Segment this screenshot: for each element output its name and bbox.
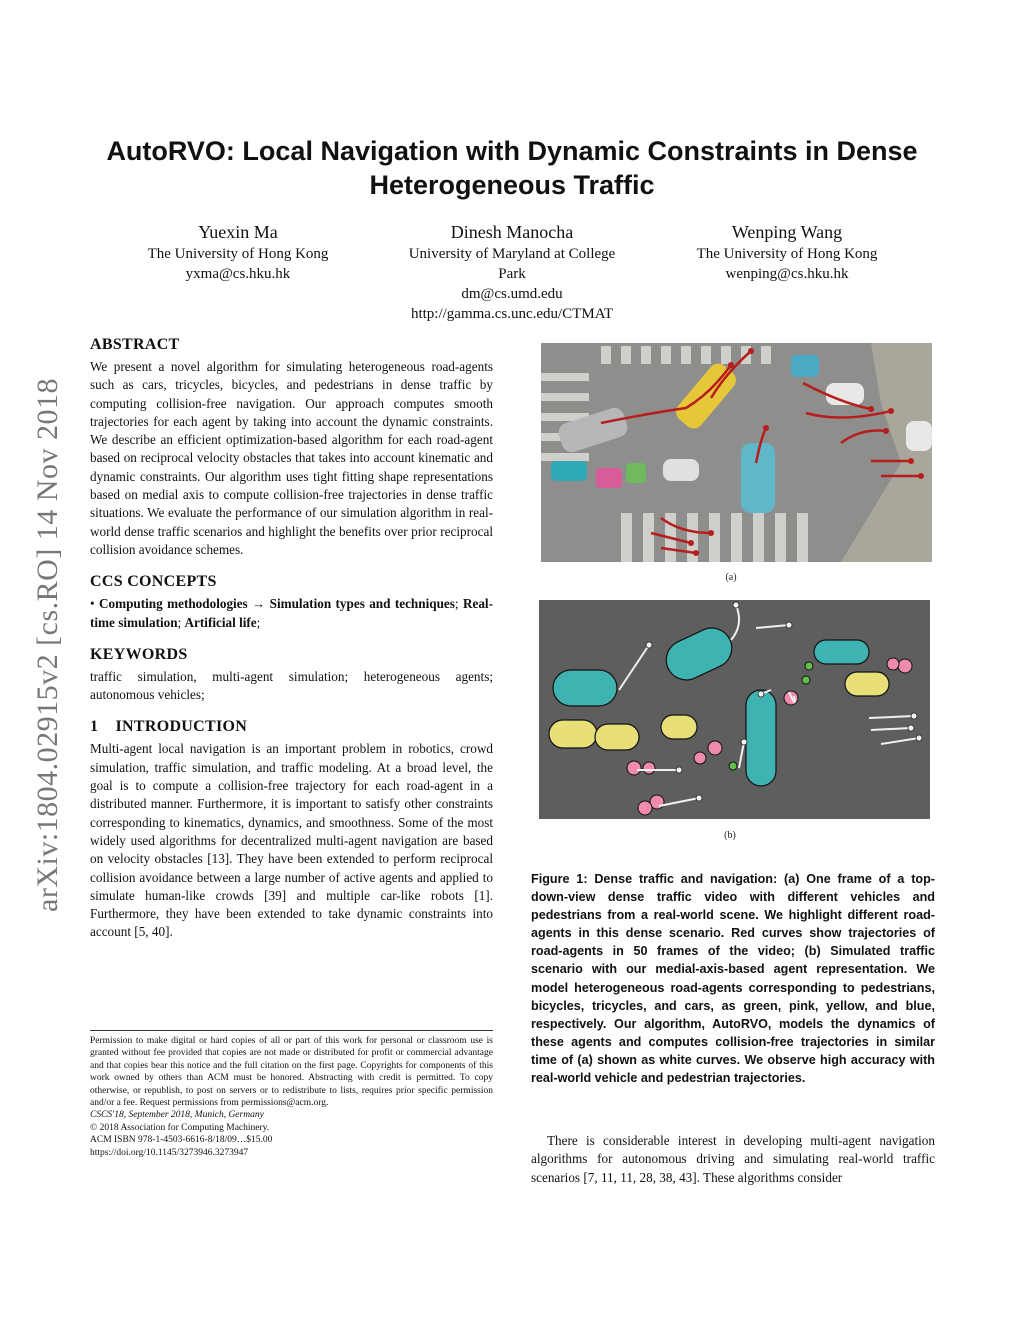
permission-block [90,1030,493,1159]
author-url[interactable]: http://gamma.cs.unc.edu/CTMAT [410,306,614,322]
keywords-heading: KEYWORDS [90,645,188,663]
pink-tricycle [596,468,622,488]
doi-link[interactable]: https://doi.org/10.1145/3273946.3273947 [90,1147,249,1158]
author-affiliation: The University of Hong Kong [696,246,878,262]
author-email[interactable]: wenping@cs.hku.hk [725,266,849,282]
ccs-heading: CCS CONCEPTS [90,573,217,591]
author-email[interactable]: yxma@cs.hku.hk [185,266,291,282]
keywords-text: traffic simulation, multi-agent simulation; heterogeneous agents; autonomous vehicles; [90,668,493,703]
author-affiliation-2: Park [498,266,526,282]
left-column [90,336,493,942]
author-name: Dinesh Manocha [450,222,574,242]
author-affiliation: University of Maryland at College [408,246,616,262]
permission-text: Permission to make digital or hard copies of all or part of this work for personal or classroom use is granted without fee provided that copies are not made or distributed for profit or commercial advantage and that copies bear this notice and the full citation on the first page. Copyrights for components of this work owned by others than ACM must be honored. Abstracting with credit is permitted. To copy otherwise, or republish, to post on servers or to redistribute to lists, requires prior specific permission and/or a fee. Request permissions from permissions@acm.org. [90,1036,493,1109]
venue: CSCS'18, September 2018, Munich, Germany [90,1110,264,1121]
ccs-text: • Computing methodologies → Simulation types and techniques; Real-time simulation; Artificial life; [90,596,493,630]
blue-tricycle [791,355,819,377]
figure-1b-simulation [539,600,930,819]
figure-1a-label: (a) [725,572,737,583]
abstract-text: We present a novel algorithm for simulating heterogeneous road-agents such as cars, tricycles, bicycles, and pedestrians in dense traffic by computing collision-free navigation. Our approach computes smooth trajectories for each agent by taking into account the dynamic constraints. We describe an efficient optimization-based algorithm for each road-agent based on reciprocal velocity obstacles that takes into account kinematic and dynamic constraints. Our algorithm uses tight fitting shape representations based on medial axis to compute collision-free trajectories in dense traffic situations. We evaluate the performance of our simulation algorithm in real-world dense traffic scenarios and highlight the benefits over prior reciprocal collision avoidance schemes. [90,359,493,557]
intro-heading: 1 INTRODUCTION [90,718,248,736]
author-2 [392,220,632,324]
isbn: ACM ISBN 978-1-4503-6616-8/18/09…$15.00 [90,1135,273,1146]
arxiv-stamp: arXiv:1804.02915v2 [cs.RO] 14 Nov 2018 [31,378,65,912]
author-name: Wenping Wang [731,222,843,242]
abstract-heading: ABSTRACT [90,336,180,353]
crosswalk-bottom [621,513,808,562]
paper-title: AutoRVO: Local Navigation with Dynamic Constraints in Dense Heterogeneous Traffic [106,136,918,200]
right-intro-text: There is considerable interest in developing multi-agent navigation algorithms for autonomous driving and simulating real-world traffic scenarios [7, 11, 11, 28, 38, 43]. These algorithms consider [531,1133,935,1185]
figure-caption: Figure 1: Dense traffic and navigation: (a) One frame of a top-down-view dense traffic video with different vehicles and pedestrians from a real-world scene. We highlight different road-agents in this dense scenario. Red curves show trajectories of road-agents in 50 frames of the video; (b) Simulated traffic scenario with our medial-axis-based agent representation. We model heterogeneous road-agents corresponding to pedestrians, bicycles, tricycles, and cars, as green, pink, yellow, and blue, respectively. Our algorithm, AutoRVO, models the dynamics of these agents and computes collision-free trajectories in similar time of (a) shown as white curves. We observe high accuracy with real-world vehicle and pedestrian trajectories. [531,872,935,1086]
author-3 [678,220,896,284]
green-tricycle [626,463,646,483]
simulation-background [539,600,930,819]
author-name: Yuexin Ma [198,222,278,242]
intro-text: Multi-agent local navigation is an important problem in robotics, crowd simulation, traffic simulation, and traffic modeling. At a broad level, the goal is to compute a collision-free trajectory for each road-agent in a distributed manner. Furthermore, it is important to satisfy other constraints corresponding to kinematics, dynamics, and smoothness. Some of the most widely used algorithms for decentralized multi-agent navigation are based on velocity obstacles [13]. They have been extended to perform reciprocal collision avoidance between a large number of active agents and applied to simulate human-like crowds [39] and multiple car-like robots [1]. Furthermore, they have been extended to take dynamic constraints into account [5, 40]. [90,741,493,940]
figure-1a-aerial-photo [541,343,932,562]
figure-1b-label: (b) [724,830,736,841]
white-car-2 [663,459,699,481]
white-car-edge [906,421,932,451]
copyright: © 2018 Association for Computing Machinery. [90,1122,270,1133]
author-1 [125,220,351,284]
teal-tricycle [551,461,587,481]
author-email[interactable]: dm@cs.umd.edu [461,286,563,302]
author-affiliation: The University of Hong Kong [147,246,329,262]
